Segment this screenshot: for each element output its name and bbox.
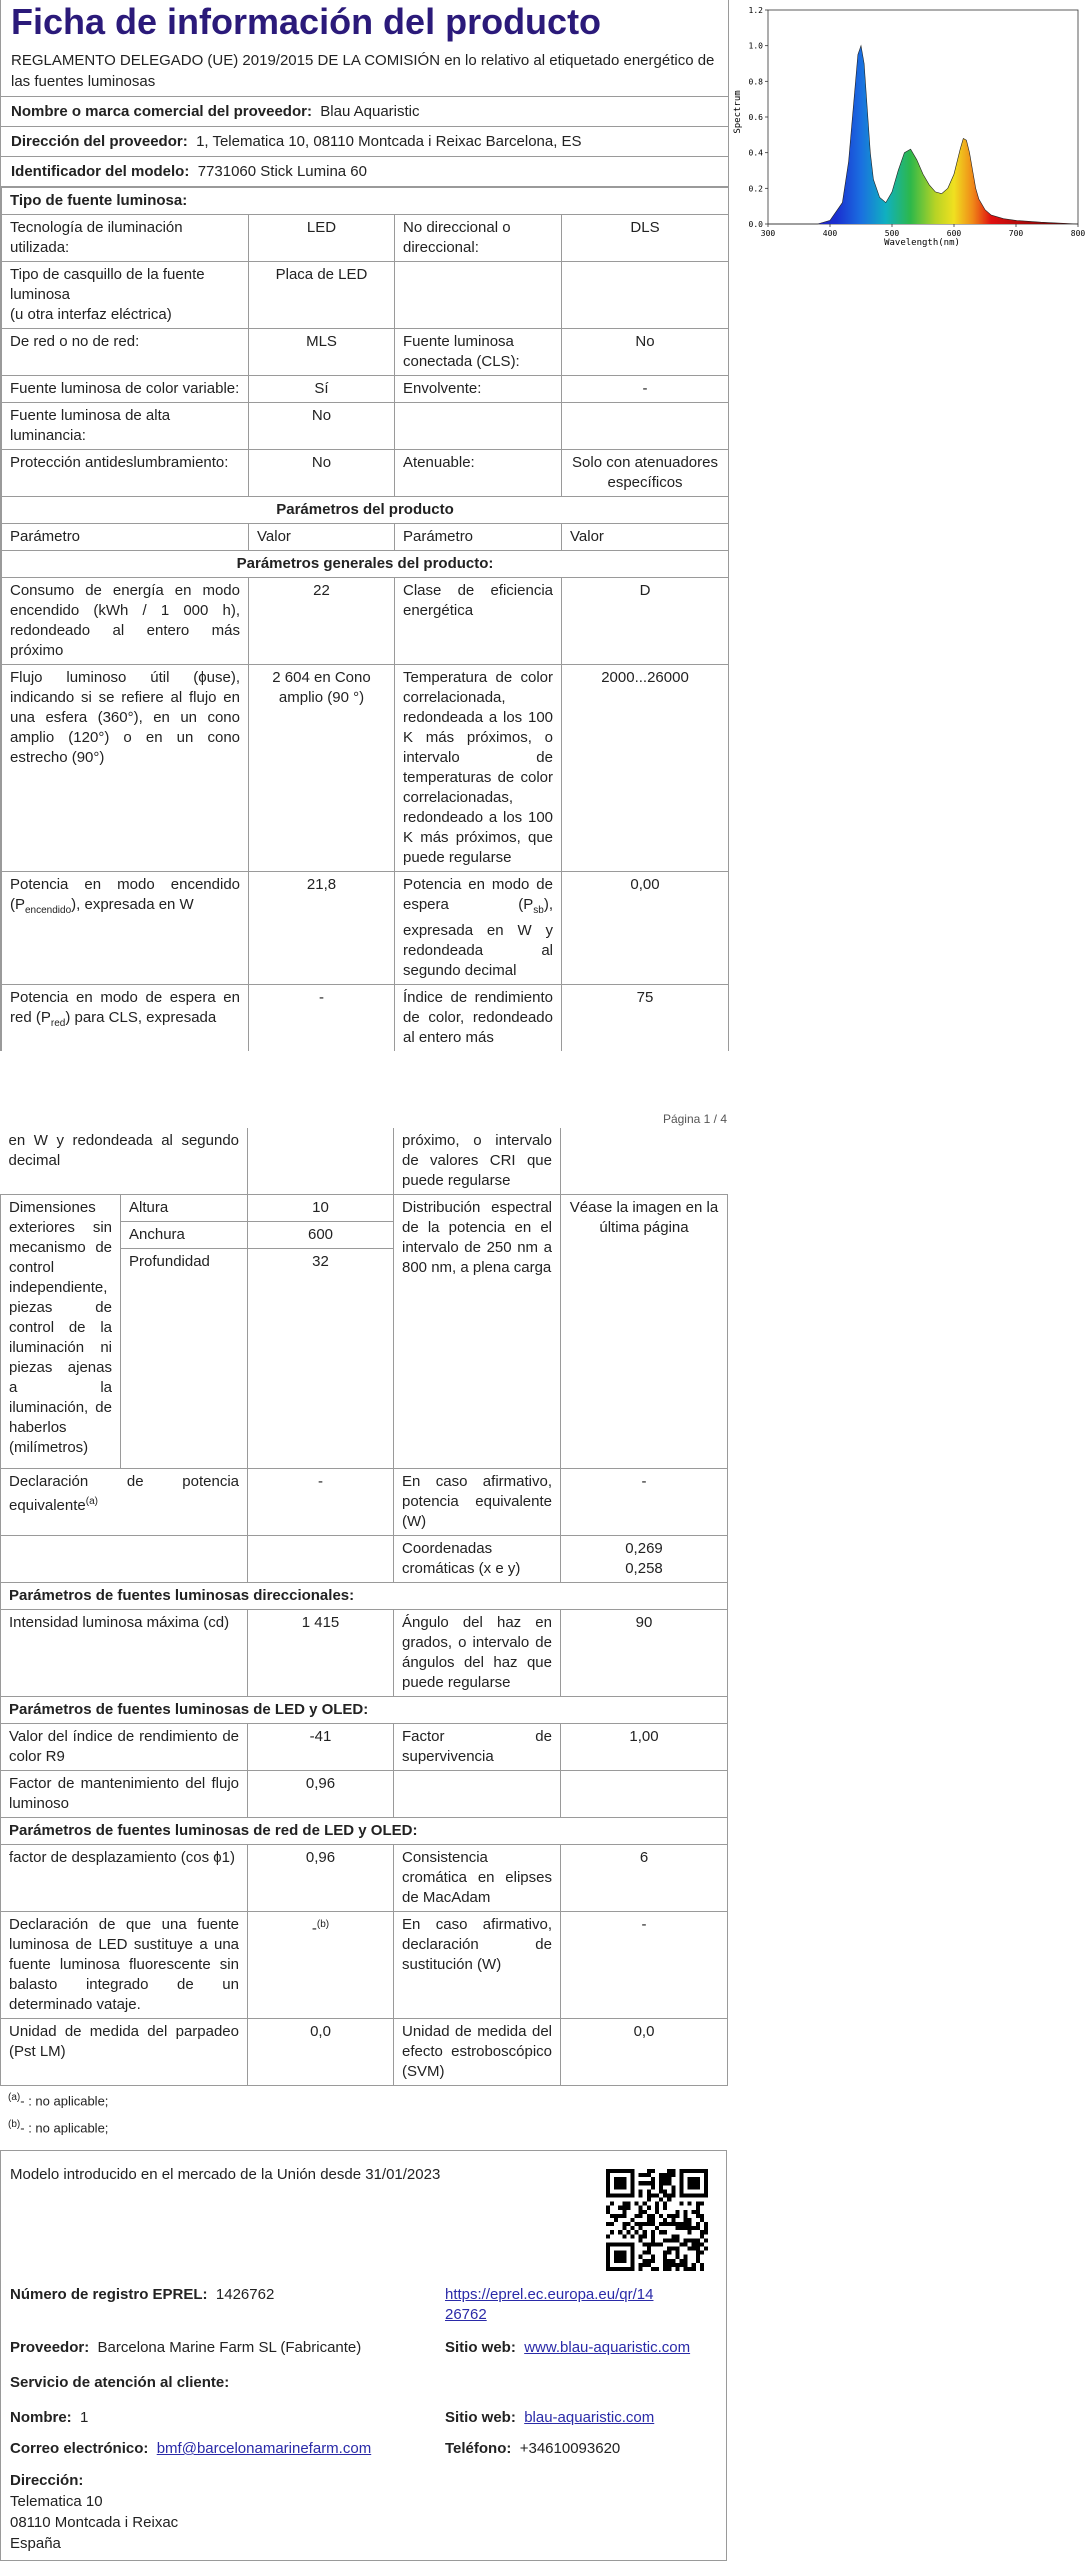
email-line: Correo electrónico: bmf@barcelonamarinefarm.com [10,2440,372,2457]
service-name-line: Nombre: 1 [10,2409,89,2426]
cell-value: MLS [249,329,395,376]
cell-label: próximo, o intervalo de valores CRI que puede regularse [394,1128,561,1195]
model-value: 7731060 Stick Lumina 60 [197,163,367,180]
cell-label: en W y redondeada al segundo decimal [1,1128,248,1195]
regulation-text: REGLAMENTO DELEGADO (UE) 2019/2015 DE LA COMISIÓN en lo relativo al etiquetado energético de las fuentes luminosas [1,46,728,97]
footnote-a: $^{(a)}$- : no aplicable; [8,2092,109,2109]
service-website-link[interactable]: blau-aquaristic.com [524,2409,655,2426]
dimension-value: 600 [248,1222,394,1249]
cell-value: 22 [249,578,395,665]
cell-value: 75 [562,985,729,1052]
x-tick-label: 500 [884,229,900,238]
cell-value: 0,00 [562,872,729,985]
cell-value: Placa de LED [249,262,395,329]
directional-header: Parámetros de fuentes luminosas direccionales: [1,1583,728,1610]
cell-empty [395,262,562,329]
address-label: Dirección: [10,2472,84,2489]
datasheet [0,0,729,1051]
cell-label: Tecnología de iluminación utilizada: [2,215,249,262]
address-label: Dirección del proveedor: [11,133,188,150]
cell-label: Fuente luminosa de color variable: [2,376,249,403]
cell-value: D [562,578,729,665]
cell-label: Unidad de medida del efecto estroboscópico (SVM) [394,2019,561,2086]
cell-value: - [561,1469,728,1536]
page-title: Ficha de información del producto [11,1,602,42]
cell-label: Valor del índice de rendimiento de color R9 [1,1724,248,1771]
provider-line: Proveedor: Barcelona Marine Farm SL (Fabricante) [10,2339,362,2356]
cell-label: Flujo luminoso útil (ϕuse), indicando si se refiere al flujo en una esfera (360°), en un cono amplio (120°) o en un cono estrecho (90°) [2,665,249,872]
email-link[interactable]: bmf@barcelonamarinefarm.com [156,2440,372,2457]
col-header: Parámetro [2,524,249,551]
cell-label: Potencia en modo encendido $(P_{encendido})$, expresada en W [2,872,249,985]
x-tick-label: 600 [946,229,962,238]
model-row [1,157,728,187]
chart-ylabel: Spectrum [733,90,743,134]
cell-value: 21,8 [249,872,395,985]
led-header: Parámetros de fuentes luminosas de LED y OLED: [1,1697,728,1724]
col-header: Parámetro [395,524,562,551]
cell-empty [562,262,729,329]
cell-empty [561,1128,728,1195]
cell-label: Declaración de potencia equivalente$^{(a)}$ [1,1469,248,1536]
phone-line: Teléfono: +34610093620 [445,2440,621,2457]
cell-empty [562,403,729,450]
customer-service-label: Servicio de atención al cliente: [10,2374,230,2391]
y-tick-label: 1.0 [748,41,763,51]
cell-value: 0,0 [248,2019,394,2086]
cell-label: Potencia en modo de espera en red $(P_{red})$ para CLS, expresada [2,985,249,1052]
cell-value: -41 [248,1724,394,1771]
cell-value: -$^{(b)}$ [248,1912,394,2019]
y-tick-label: 1.2 [748,6,763,15]
cell-value: 6 [561,1845,728,1912]
cell-value: 1 415 [248,1610,394,1697]
cell-label: factor de desplazamiento (cos ϕ1) [1,1845,248,1912]
eprel-registration: Número de registro EPREL: 1426762 [10,2286,275,2303]
cell-value: No [249,403,395,450]
supplier-row [1,97,728,127]
general-header: Parámetros generales del producto: [2,551,729,578]
datasheet-continued [0,1128,727,2141]
y-tick-label: 0.6 [748,113,763,122]
qr-code-icon[interactable] [606,2169,708,2271]
cell-value: Véase la imagen en la última página [561,1195,728,1469]
market-date-text: Modelo introducido en el mercado de la Unión desde 31/01/2023 [10,2166,441,2183]
address-row [1,127,728,157]
cell-value: - [562,376,729,403]
cell-label: Fuente luminosa conectada (CLS): [395,329,562,376]
source-type-header: Tipo de fuente luminosa: [2,188,729,215]
address-line-1: Telematica 10 [10,2493,103,2510]
supplier-value: Blau Aquaristic [320,103,420,120]
cell-value: DLS [562,215,729,262]
col-header: Valor [249,524,395,551]
cell-value: 90 [561,1610,728,1697]
cell-label: De red o no de red: [2,329,249,376]
website-line: Sitio web: www.blau-aquaristic.com [445,2339,691,2356]
cell-value: 0,0 [561,2019,728,2086]
cell-value: 2 604 en Cono amplio (90 °) [249,665,395,872]
chart-xlabel: Wavelength(nm) [884,238,960,248]
cell-label: Clase de eficiencia energética [395,578,562,665]
x-tick-label: 700 [1008,229,1024,238]
cell-label: Índice de rendimiento de color, redondeado al entero más [395,985,562,1052]
supplier-label: Nombre o marca comercial del proveedor: [11,103,312,120]
address-value: 1, Telematica 10, 08110 Montcada i Reixac Barcelona, ES [196,133,582,150]
cell-value: 0,269 0,258 [561,1536,728,1583]
dimension-value: 32 [248,1249,394,1469]
cell-empty [394,1771,561,1818]
cell-empty [248,1128,394,1195]
dimension-value: 10 [248,1195,394,1222]
x-tick-label: 400 [822,229,838,238]
y-tick-label: 0.2 [748,184,763,194]
cell-label: Fuente luminosa de alta luminancia: [2,403,249,450]
cell-label: Declaración de que una fuente luminosa de LED sustituye a una fuente luminosa fluorescente sin balasto integrado de un determinado vataje. [1,1912,248,2019]
cell-value: 0,96 [248,1845,394,1912]
cell-empty [248,1536,394,1583]
cell-value: Sí [249,376,395,403]
page-number: Página 1 / 4 [662,1112,727,1126]
cell-label: En caso afirmativo, potencia equivalente (W) [394,1469,561,1536]
cell-label: Distribución espectral de la potencia en el intervalo de 250 nm a 800 nm, a plena carga [394,1195,561,1469]
cell-empty [561,1771,728,1818]
service-website-line: Sitio web: blau-aquaristic.com [445,2409,655,2426]
params-table-continued [0,1128,728,2086]
cell-label: Intensidad luminosa máxima (cd) [1,1610,248,1697]
cell-value: No [249,450,395,497]
y-tick-label: 0.4 [748,148,763,158]
cell-label: Atenuable: [395,450,562,497]
address-line-3: España [10,2535,61,2552]
eprel-link[interactable]: https://eprel.ec.europa.eu/qr/14 26762 [445,2286,654,2323]
cell-value: LED [249,215,395,262]
spectrum-area [768,46,1078,224]
x-tick-label: 300 [760,229,776,238]
source-type-table [1,187,729,1051]
cell-value: 2000...26000 [562,665,729,872]
footnote-b: $^{(b)}$- : no aplicable; [8,2119,109,2136]
y-tick-label: 0.8 [748,77,763,87]
cell-label: No direccional o direccional: [395,215,562,262]
product-params-header: Parámetros del producto [2,497,729,524]
cell-label: Factor de supervivencia [394,1724,561,1771]
cell-label: Protección antideslumbramiento: [2,450,249,497]
cell-label: Envolvente: [395,376,562,403]
eprel-info-box [0,2150,727,2561]
x-tick-label: 800 [1070,229,1086,238]
cell-label: Consistencia cromática en elipses de MacAdam [394,1845,561,1912]
dimension-name: Anchura [121,1222,248,1249]
cell-label: Unidad de medida del parpadeo (Pst LM) [1,2019,248,2086]
mains-led-header: Parámetros de fuentes luminosas de red de LED y OLED: [1,1818,728,1845]
cell-empty [1,1536,248,1583]
model-label: Identificador del modelo: [11,163,190,180]
cell-value: - [561,1912,728,2019]
cell-label: Coordenadas cromáticas (x e y) [394,1536,561,1583]
cell-value: - [248,1469,394,1536]
cell-label: Temperatura de color correlacionada, redondeada a los 100 K más próximos, o intervalo de temperaturas de color correlacionadas, redondeado a los 100 K más próximos, que puede regularse [395,665,562,872]
cell-value: No [562,329,729,376]
cell-label: En caso afirmativo, declaración de sustitución (W) [394,1912,561,2019]
cell-label: Potencia en modo de espera $(P_{sb})$, expresada en W y redondeada al segundo decimal [395,872,562,985]
cell-value: 0,96 [248,1771,394,1818]
dimension-name: Profundidad [121,1249,248,1469]
cell-label: Tipo de casquillo de la fuente luminosa (u otra interfaz eléctrica) [2,262,249,329]
cell-value: 1,00 [561,1724,728,1771]
cell-label: Consumo de energía en modo encendido (kWh / 1 000 h), redondeado al entero más próximo [2,578,249,665]
cell-empty [395,403,562,450]
cell-value: Solo con atenuadores específicos [562,450,729,497]
dimensions-label: Dimensiones exteriores sin mecanismo de control independiente, piezas de control de la iluminación ni piezas ajenas a la iluminación, de haberlos (milímetros) [1,1195,121,1469]
address-line-2: 08110 Montcada i Reixac [10,2514,179,2531]
cell-label: Factor de mantenimiento del flujo luminoso [1,1771,248,1818]
cell-value: - [249,985,395,1052]
website-link[interactable]: www.blau-aquaristic.com [524,2339,691,2356]
cell-label: Ángulo del haz en grados, o intervalo de ángulos del haz que puede regularse [394,1610,561,1697]
col-header: Valor [562,524,729,551]
dimension-name: Altura [121,1195,248,1222]
y-tick-label: 0.0 [748,220,763,229]
spectrum-chart [728,0,1088,250]
